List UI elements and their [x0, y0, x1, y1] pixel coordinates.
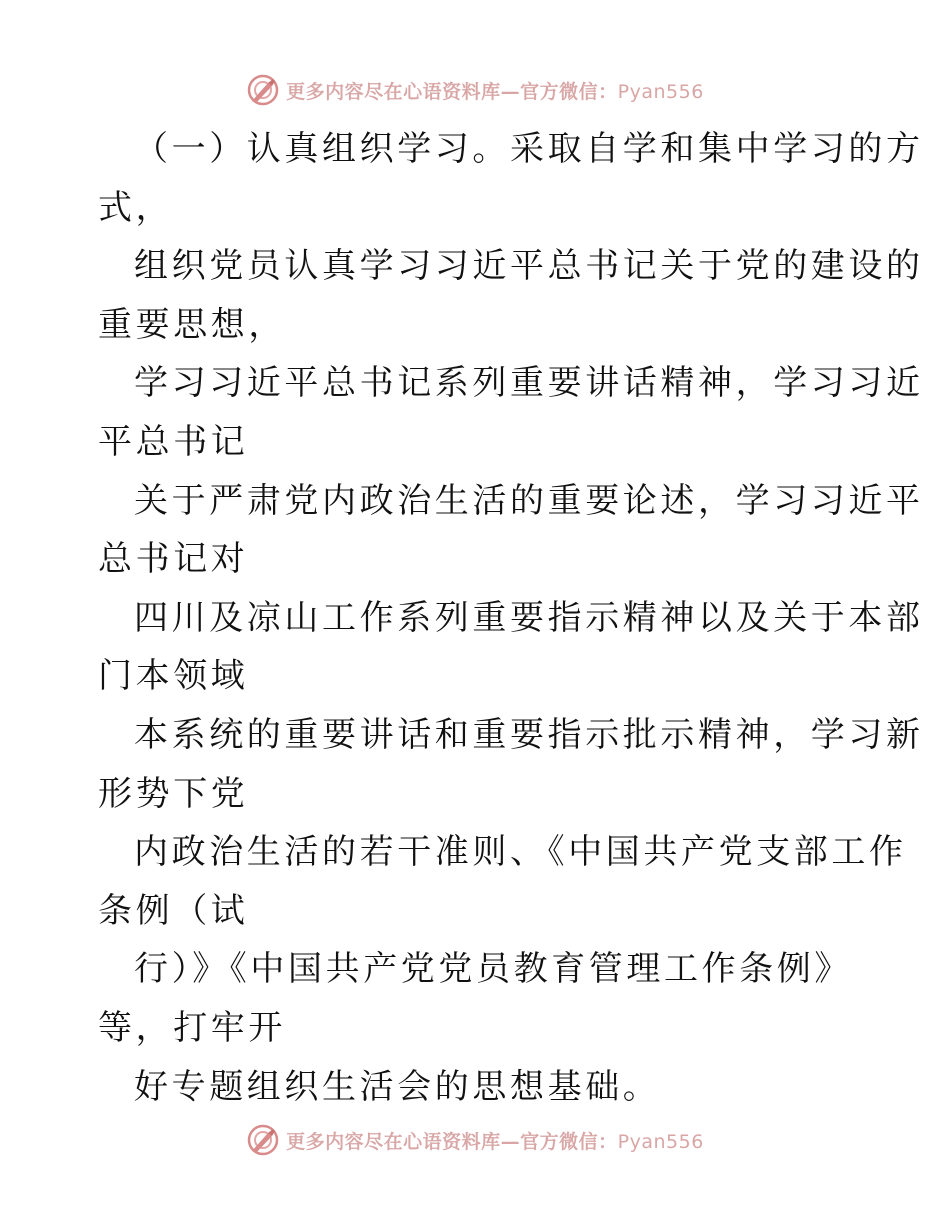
paragraph-3-line-2: 平总书记	[98, 421, 249, 462]
paragraph-7-line-1: 内政治生活的若干准则、《中国共产党支部工作	[134, 832, 907, 873]
paragraph-4-line-2: 总书记对	[98, 539, 249, 580]
watermark-prefix: 更多内容尽在心语资料库—官方微信：	[286, 1130, 618, 1153]
paragraph-4-line-1: 关于严肃党内政治生活的重要论述，学习习近平	[134, 480, 924, 521]
watermark-handle: Pyan556	[617, 80, 704, 103]
footer-watermark	[0, 1122, 950, 1158]
paragraph-1-line-1: （一）认真组织学习。采取自学和集中学习的方	[134, 129, 924, 169]
paragraph-7-line-2: 条例（试	[98, 890, 249, 931]
watermark-text	[286, 77, 704, 104]
document-body	[98, 120, 924, 1116]
paragraph-5-line-1: 四川及凉山工作系列重要指示精神以及关于本部	[134, 597, 924, 638]
watermark-text	[286, 1127, 704, 1154]
paragraph-6-line-1: 本系统的重要讲话和重要指示批示精神，学习新	[134, 714, 924, 755]
paragraph-3-line-1: 学习习近平总书记系列重要讲话精神，学习习近	[134, 363, 924, 404]
watermark-prefix: 更多内容尽在心语资料库—官方微信：	[286, 80, 618, 103]
brand-logo-icon	[246, 73, 280, 107]
watermark-handle: Pyan556	[617, 1130, 704, 1153]
paragraph-8-line-2: 等，打牢开	[98, 1007, 286, 1048]
paragraph-8-line-1: 行）》《中国共产党党员教育管理工作条例》	[134, 949, 852, 990]
brand-logo-icon	[246, 1123, 280, 1157]
paragraph-1-line-2: 式，	[98, 187, 174, 228]
paragraph-2-line-2: 重要思想，	[98, 304, 286, 345]
paragraph-6-line-2: 形势下党	[98, 773, 249, 814]
header-watermark	[0, 72, 950, 108]
paragraph-2-line-1: 组织党员认真学习习近平总书记关于党的建设的	[134, 246, 924, 287]
paragraph-5-line-2: 门本领域	[98, 656, 249, 697]
paragraph-9-line-1: 好专题组织生活会的思想基础。	[134, 1066, 661, 1107]
